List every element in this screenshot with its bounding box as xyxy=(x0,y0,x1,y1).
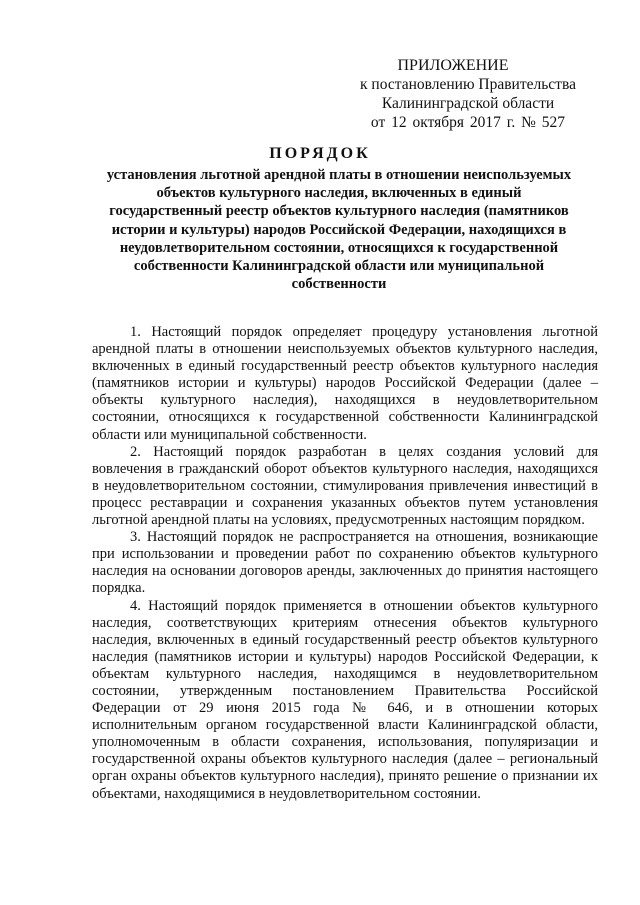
document-subtitle: установления льготной арендной платы в отношении неиспользуемых объектов культурного наследия, включенных в единый государственный реестр объектов культурного наследия (памятников истории и культуры) народов Российской Федерации, находящихся в неудовлетворительном состоянии, относящихся к государственной собственности Калининградской области или муниципальной собственности xyxy=(106,167,572,293)
document-body xyxy=(92,324,598,803)
appendix-date-line: от 12 октября 2017 г. № 527 xyxy=(370,114,566,131)
appendix-line-2: Калининградской области xyxy=(381,95,555,112)
paragraph-4: 4. Настоящий порядок применяется в отношении объектов культурного наследия, соответствующих критериям отнесения объектов культурного наследия, включенных в единый государственный реестр объектов культурного наследия (памятников истории и культуры) народов Российской Федерации, к объектам культурного наследия, находящимся в неудовлетворительном состоянии, утвержденным постановлением Правительства Российской Федерации от 29 июня 2015 года № 646, и в отношении которых исполнительным органом государственной власти Калининградской области, уполномоченным в области сохранения, использования, популяризации и государственной охраны объектов культурного наследия (далее – региональный орган охраны объектов культурного наследия), принято решение о признании их объектами, находящимися в неудовлетворительном состоянии. xyxy=(92,597,598,802)
document-title: ПОРЯДОК xyxy=(269,145,371,162)
appendix-heading: ПРИЛОЖЕНИЕ xyxy=(397,57,509,74)
paragraph-1: 1. Настоящий порядок определяет процедуру установления льготной арендной платы в отношении неиспользуемых объектов культурного наследия, включенных в единый государственный реестр объектов культурного наследия (памятников истории и культуры) народов Российской Федерации (далее – объекты культурного наследия), находящихся в неудовлетворительном состоянии, относящихся к государственной собственности Калининградской области или муниципальной собственности. xyxy=(92,324,598,443)
paragraph-2: 2. Настоящий порядок разработан в целях создания условий для вовлечения в гражданский оборот объектов культурного наследия, находящихся в неудовлетворительном состоянии, стимулирования привлечения инвестиций в процесс реставрации и сохранения указанных объектов путем установления льготной арендной платы на условиях, предусмотренных настоящим порядком. xyxy=(92,443,598,529)
appendix-line-1: к постановлению Правительства xyxy=(360,76,576,93)
appendix-block xyxy=(338,56,598,132)
paragraph-3: 3. Настоящий порядок не распространяется на отношения, возникающие при использовании и проведении работ по сохранению объектов культурного наследия на основании договоров аренды, заключенных до принятия настоящего порядка. xyxy=(92,529,598,597)
